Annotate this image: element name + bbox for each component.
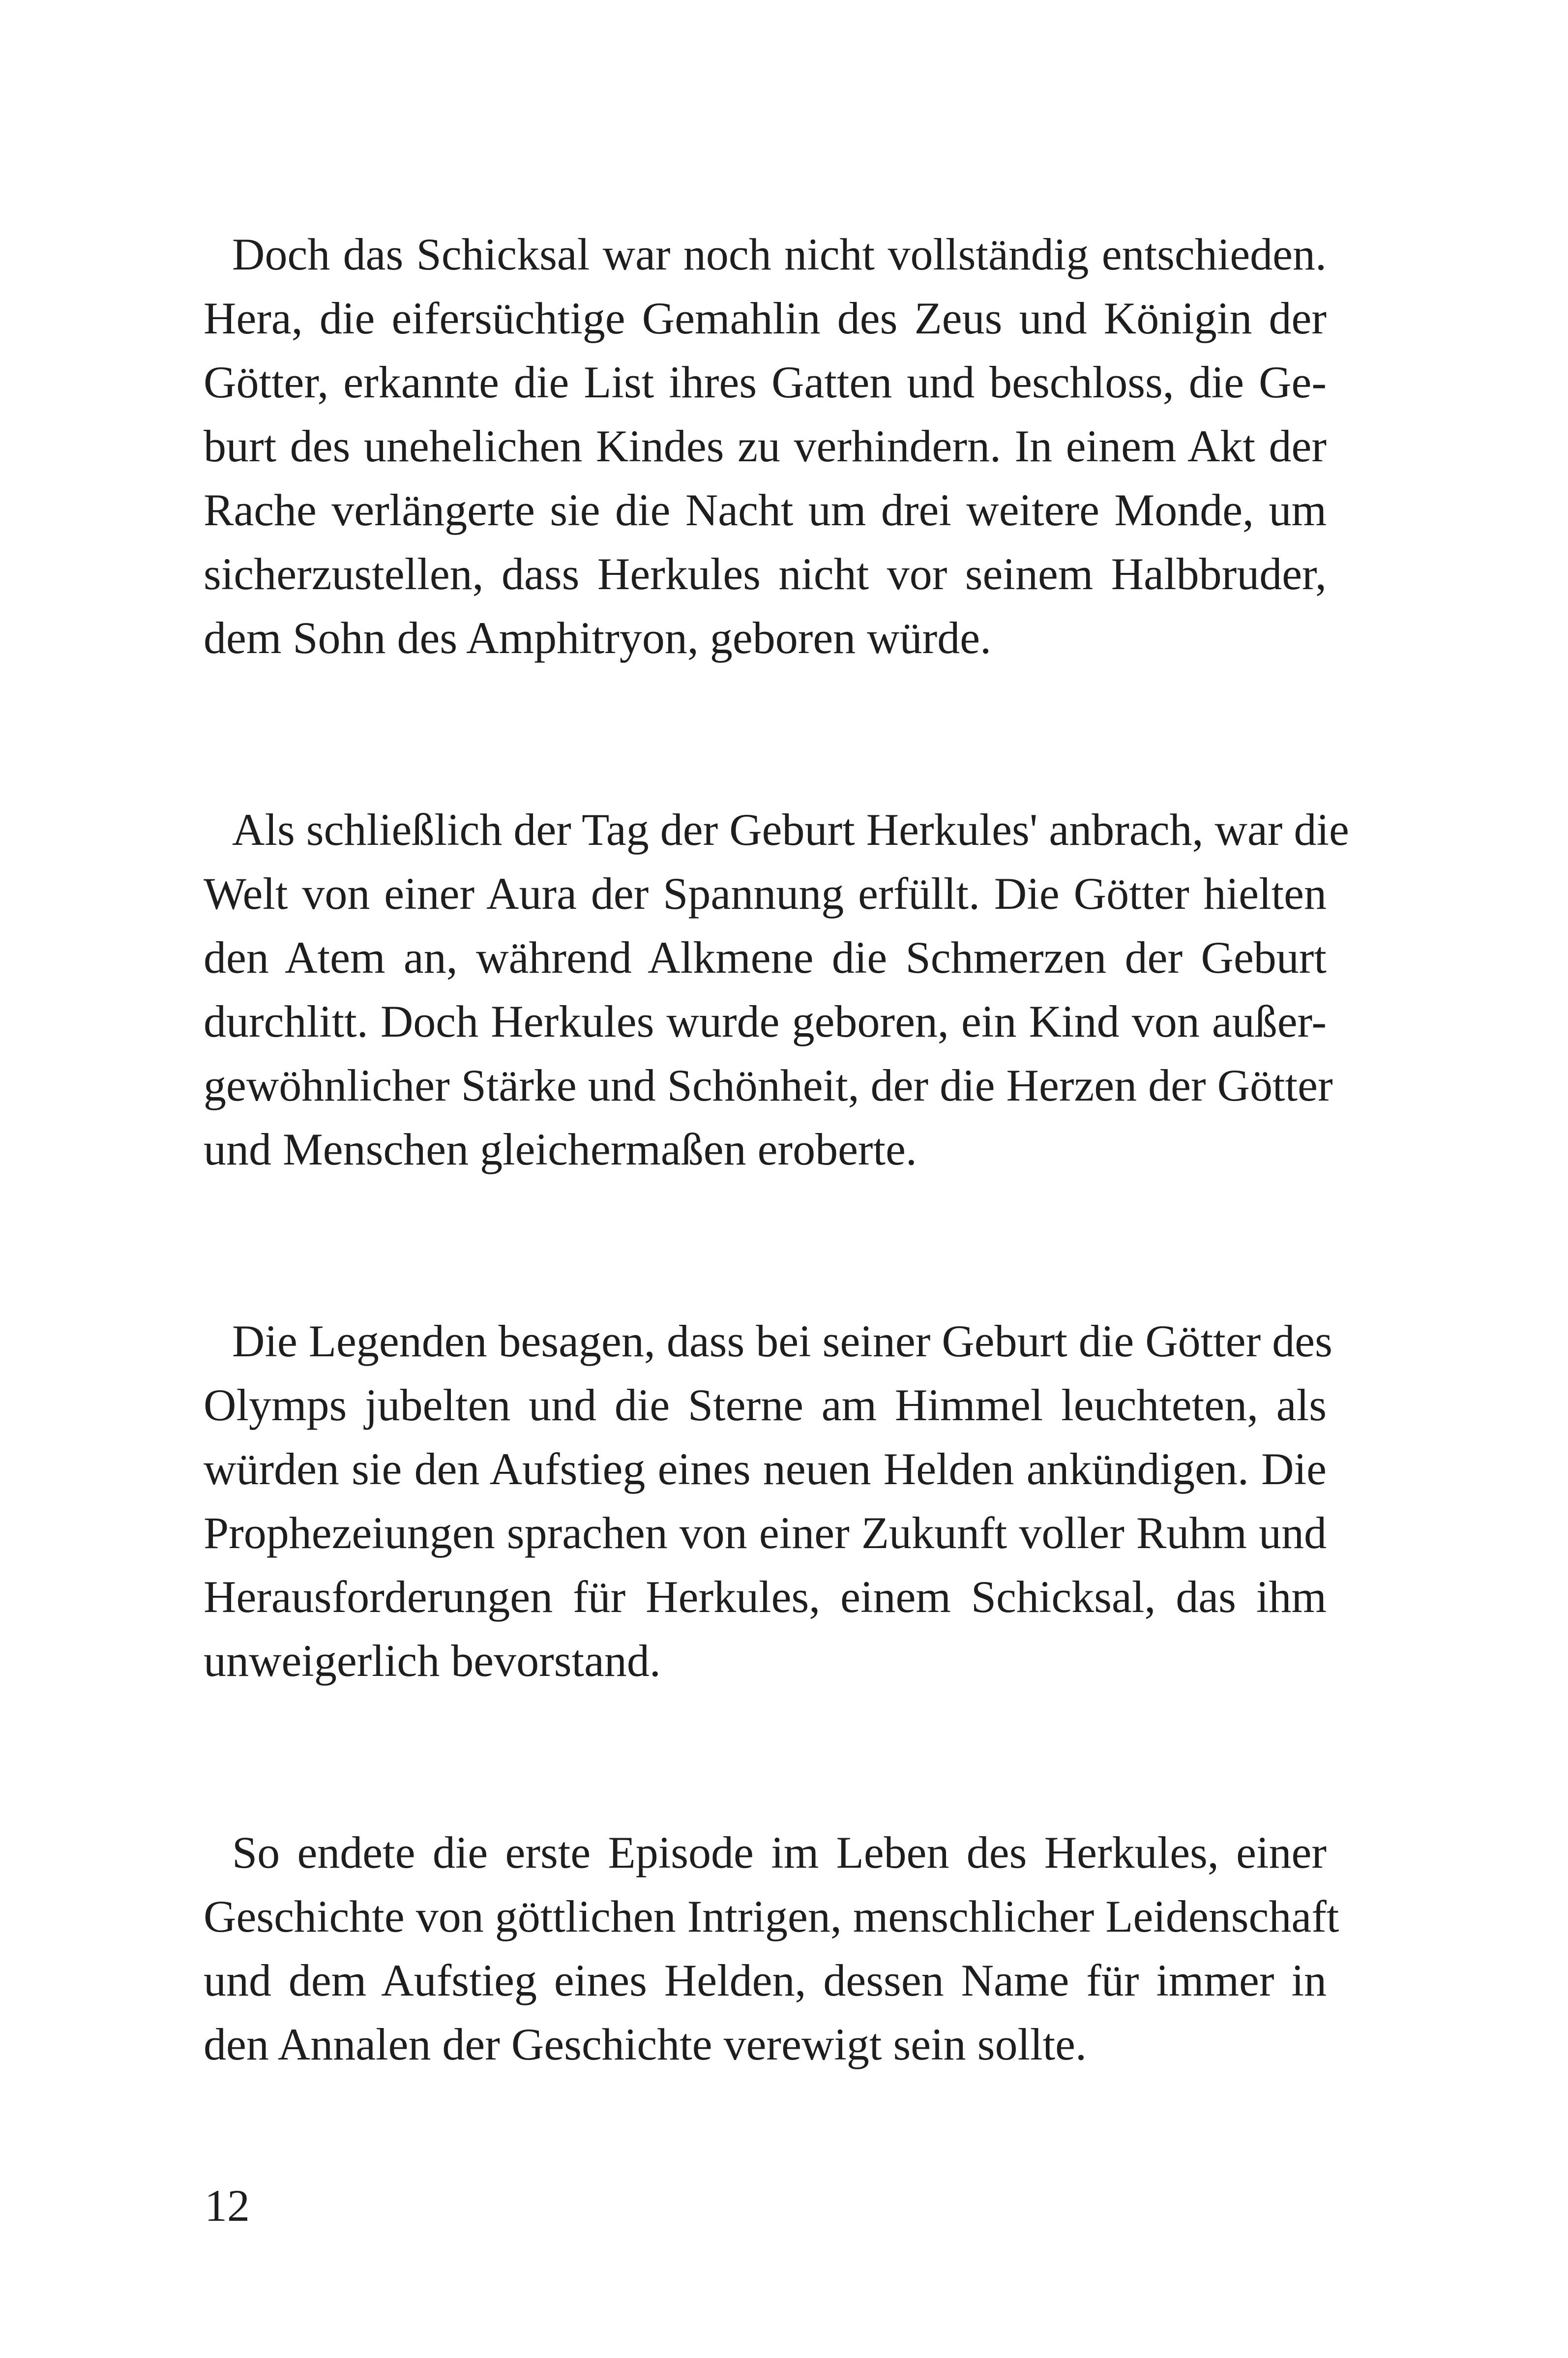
text-line: Die Legenden besagen, dass bei seiner Geburt die Götter des (232, 1316, 1332, 1366)
text-line: würden sie den Aufstieg eines neuen Helden ankündigen. Die (204, 1444, 1327, 1494)
text-line: Götter, erkannte die List ihres Gatten und beschloss, die Ge- (204, 357, 1327, 407)
text-line: sicherzustellen, dass Herkules nicht vor seinem Halbbruder, (204, 549, 1327, 599)
text-line: durchlitt. Doch Herkules wurde geboren, ein Kind von außer- (204, 996, 1327, 1046)
text-line: und dem Aufstieg eines Helden, dessen Name für immer in (204, 1955, 1327, 2005)
text-line: burt des unehelichen Kindes zu verhindern. In einem Akt der (204, 421, 1327, 471)
paragraph-4 (175, 1821, 1339, 2076)
text-line: den Annalen der Geschichte verewigt sein sollte. (204, 2019, 1087, 2069)
text-line: und Menschen gleichermaßen eroberte. (204, 1124, 917, 1174)
text-line: Als schließlich der Tag der Geburt Herkules' anbrach, war die (232, 805, 1349, 855)
paragraph-3 (175, 1309, 1332, 1693)
text-line: Prophezeiungen sprachen von einer Zukunft voller Ruhm und (204, 1508, 1327, 1558)
text-line: Welt von einer Aura der Spannung erfüllt. Die Götter hielten (204, 868, 1327, 919)
text-line: Herausforderungen für Herkules, einem Schicksal, das ihm (204, 1572, 1327, 1622)
text-line: Geschichte von göttlichen Intrigen, menschlicher Leidenschaft (204, 1891, 1339, 1941)
text-line: unweigerlich bevorstand. (204, 1636, 661, 1686)
text-line: Doch das Schicksal war noch nicht vollständig entschieden. (232, 229, 1327, 279)
text-line: Hera, die eifersüchtige Gemahlin des Zeus und Königin der (204, 293, 1327, 343)
paragraph-2 (175, 798, 1349, 1181)
text-line: So endete die erste Episode im Leben des Herkules, einer (232, 1827, 1327, 1878)
text-line: gewöhnlicher Stärke und Schönheit, der die Herzen der Götter (204, 1060, 1333, 1110)
page-number: 12 (205, 2180, 250, 2231)
text-line: Olymps jubelten und die Sterne am Himmel leuchteten, als (204, 1380, 1327, 1430)
text-line: Rache verlängerte sie die Nacht um drei weitere Monde, um (204, 485, 1327, 535)
body-text (175, 222, 1349, 2204)
text-line: dem Sohn des Amphitryon, geboren würde. (204, 613, 992, 663)
paragraph-1 (175, 222, 1327, 670)
text-line: den Atem an, während Alkmene die Schmerzen der Geburt (204, 932, 1327, 983)
